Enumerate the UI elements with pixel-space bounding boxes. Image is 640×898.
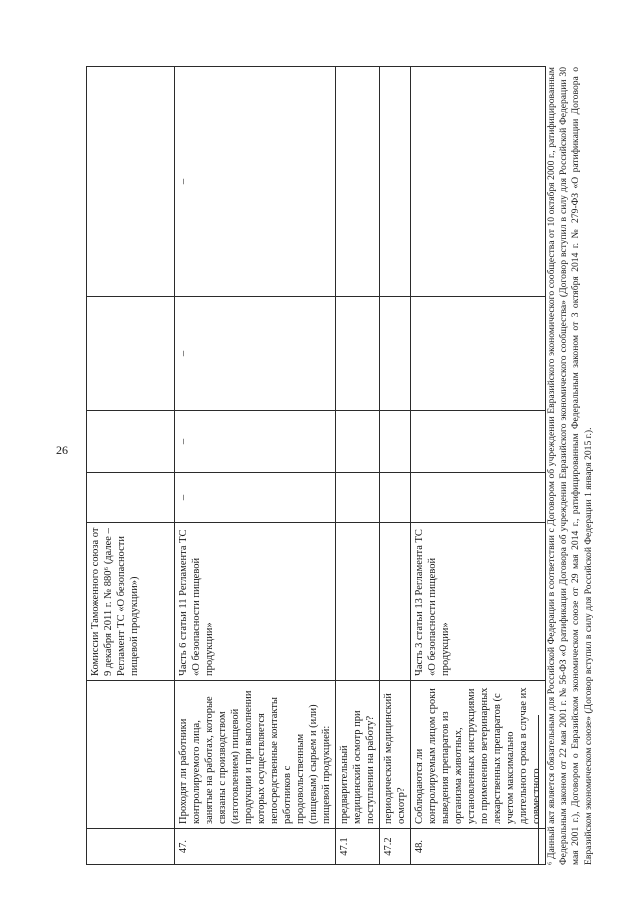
question-cell: Соблюдаются ли контролируемым лицом сроки выведения препаратов из организма животных, установленных инструкциями по применению ветеринарных лекарственных препаратов (с учетом максимально длительного срока в случае их совместного <box>411 681 546 829</box>
row-number-cell: 47.2 <box>380 829 411 865</box>
row-number-cell <box>87 829 175 865</box>
row-number-cell: 48. <box>411 829 546 865</box>
page-number: 26 <box>56 443 68 457</box>
note-cell <box>87 67 175 297</box>
answer-na-cell <box>411 297 546 411</box>
table-row <box>175 67 336 865</box>
answer-no-cell <box>336 411 380 473</box>
note-cell <box>336 67 380 297</box>
answer-na-cell <box>87 297 175 411</box>
answer-na-cell <box>380 297 411 411</box>
requirement-cell: Часть 3 статьи 13 Регламента ТС «О безопасности пищевой продукции» <box>411 523 546 681</box>
question-cell: Проходят ли работники контролируемого лица, занятые на работах, которые связаны с производством (изготовлением) пищевой продукции и при выполнении которых осуществляется непосредственные контакты работников с продовольственным (пищевым) сырьем и (или) пищевой продукцией: <box>175 681 336 829</box>
checklist-table <box>86 66 546 865</box>
answer-no-cell: – <box>175 411 336 473</box>
table-row <box>380 67 411 865</box>
row-number-cell: 47. <box>175 829 336 865</box>
answer-yes-cell <box>87 473 175 523</box>
answer-yes-cell <box>380 473 411 523</box>
footnote: ⁶ Данный акт является обязательным для Российской Федерации в соответствии с Договором об учреждении Евразийского экономического сообщества от 10 октября 2000 г., ратифицированным Федеральным законом от 22 мая 2001 г. № 56-ФЗ «О ратификации Договора об учреждении Евразийского экономического сообщества» (Договор вступил в силу для Российской Федерации 30 мая 2001 г.), Договором о Евразийском экономическом союзе от 29 мая 2014 г., ратифицированным Федеральным законом от 3 октября 2014 г. № 279-ФЗ «О ратификации Договора о Евразийском экономическом союзе» (Договор вступил в силу для Российской Федерации 1 января 2015 г.). <box>546 67 594 865</box>
answer-yes-cell <box>411 473 546 523</box>
question-cell <box>87 681 175 829</box>
answer-na-cell <box>336 297 380 411</box>
note-cell: – <box>175 67 336 297</box>
requirement-cell <box>336 523 380 681</box>
table-row <box>87 67 175 865</box>
note-cell <box>380 67 411 297</box>
note-cell <box>411 67 546 297</box>
answer-no-cell <box>380 411 411 473</box>
answer-no-cell <box>411 411 546 473</box>
question-cell: периодический медицинский осмотр? <box>380 681 411 829</box>
table-row <box>336 67 380 865</box>
requirement-cell: Комиссии Таможенного союза от 9 декабря 2011 г. № 880⁶ (далее – Регламент ТС «О безопасности пищевой продукции») <box>87 523 175 681</box>
answer-no-cell <box>87 411 175 473</box>
checklist-table-body <box>87 67 546 865</box>
answer-na-cell: – <box>175 297 336 411</box>
answer-yes-cell: – <box>175 473 336 523</box>
row-number-cell: 47.1 <box>336 829 380 865</box>
footnote-separator <box>538 715 539 865</box>
requirement-cell: Часть 6 статьи 11 Регламента ТС «О безопасности пищевой продукции» <box>175 523 336 681</box>
rotated-page-content <box>86 45 606 865</box>
answer-yes-cell <box>336 473 380 523</box>
requirement-cell <box>380 523 411 681</box>
question-cell: предварительный медицинский осмотр при поступлении на работу? <box>336 681 380 829</box>
table-row <box>411 67 546 865</box>
